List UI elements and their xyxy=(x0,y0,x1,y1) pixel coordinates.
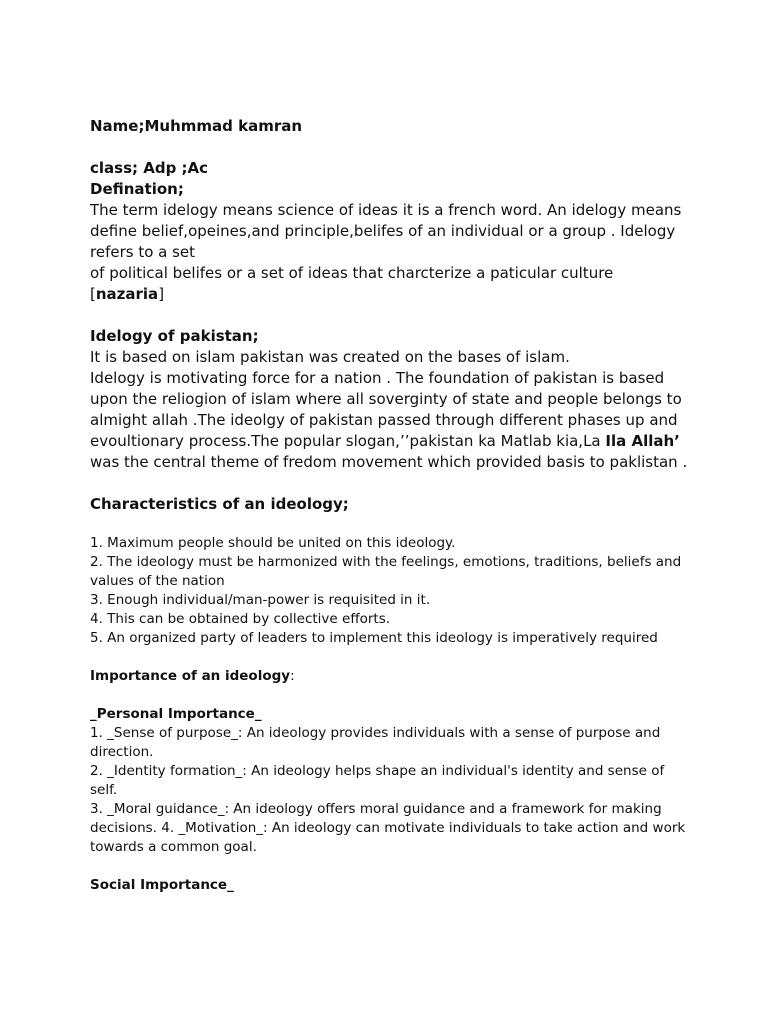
importance-heading: Importance of an ideology xyxy=(90,668,291,684)
characteristic-item: 4. This can be obtained by collective efforts. xyxy=(90,611,391,627)
student-name: Name;Muhmmad kamran xyxy=(90,117,303,135)
bracket-open: [ xyxy=(90,285,96,303)
importance-item: 1. _Sense of purpose_: An ideology provides individuals with a sense of purpose and direction. xyxy=(90,725,661,760)
characteristics-heading: Characteristics of an ideology; xyxy=(90,495,349,513)
importance-heading-colon: : xyxy=(290,668,295,684)
definition-heading: Defination; xyxy=(90,180,184,198)
importance-item: 3. _Moral guidance_: An ideology offers moral guidance and a framework for making decisions. 4. _Motivation_: An ideology can motivate individuals to take action and work towards a common goal. xyxy=(90,801,686,855)
characteristic-item: 3. Enough individual/man-power is requisited in it. xyxy=(90,592,431,608)
ideology-pakistan-heading: Idelogy of pakistan; xyxy=(90,327,259,345)
ideology-pakistan-paragraph-2 xyxy=(90,368,690,473)
characteristic-item: 2. The ideology must be harmonized with the feelings, emotions, traditions, beliefs and values of the nation xyxy=(90,554,682,589)
paragraph-text: Idelogy is motivating force for a nation . The foundation of pakistan is based upon the reliogion of islam where all soverginty of state and people belongs to almight allah .The ideolgy of pakistan passed through different phases up and evoultionary process.The popular slogan,’’pakistan ka Matlab kia,La xyxy=(90,369,682,450)
document-page xyxy=(90,116,690,895)
nazaria-term: nazaria xyxy=(95,285,159,303)
social-importance-heading: Social Importance_ xyxy=(90,877,234,893)
definition-term-line xyxy=(90,284,690,305)
slogan-bold: Ila Allah’ xyxy=(605,432,680,450)
characteristic-item: 5. An organized party of leaders to implement this ideology is imperatively required xyxy=(90,630,658,646)
paragraph-text-end: was the central theme of fredom movement which provided basis to paklistan . xyxy=(90,453,688,471)
characteristic-item: 1. Maximum people should be united on this ideology. xyxy=(90,535,456,551)
bracket-close: ] xyxy=(158,285,165,303)
personal-importance-heading: _Personal Importance_ xyxy=(90,706,262,722)
student-class: class; Adp ;Ac xyxy=(90,159,209,177)
ideology-pakistan-paragraph-1: It is based on islam pakistan was created on the bases of islam. xyxy=(90,348,570,366)
importance-item: 2. _Identity formation_: An ideology helps shape an individual's identity and sense of self. xyxy=(90,763,665,798)
definition-paragraph-2: of political belifes or a set of ideas that charcterize a paticular culture xyxy=(90,264,614,282)
importance-heading-line xyxy=(90,667,690,686)
definition-paragraph: The term idelogy means science of ideas it is a french word. An idelogy means define belief,opeines,and principle,belifes of an individual or a group . Idelogy refers to a set xyxy=(90,201,682,261)
